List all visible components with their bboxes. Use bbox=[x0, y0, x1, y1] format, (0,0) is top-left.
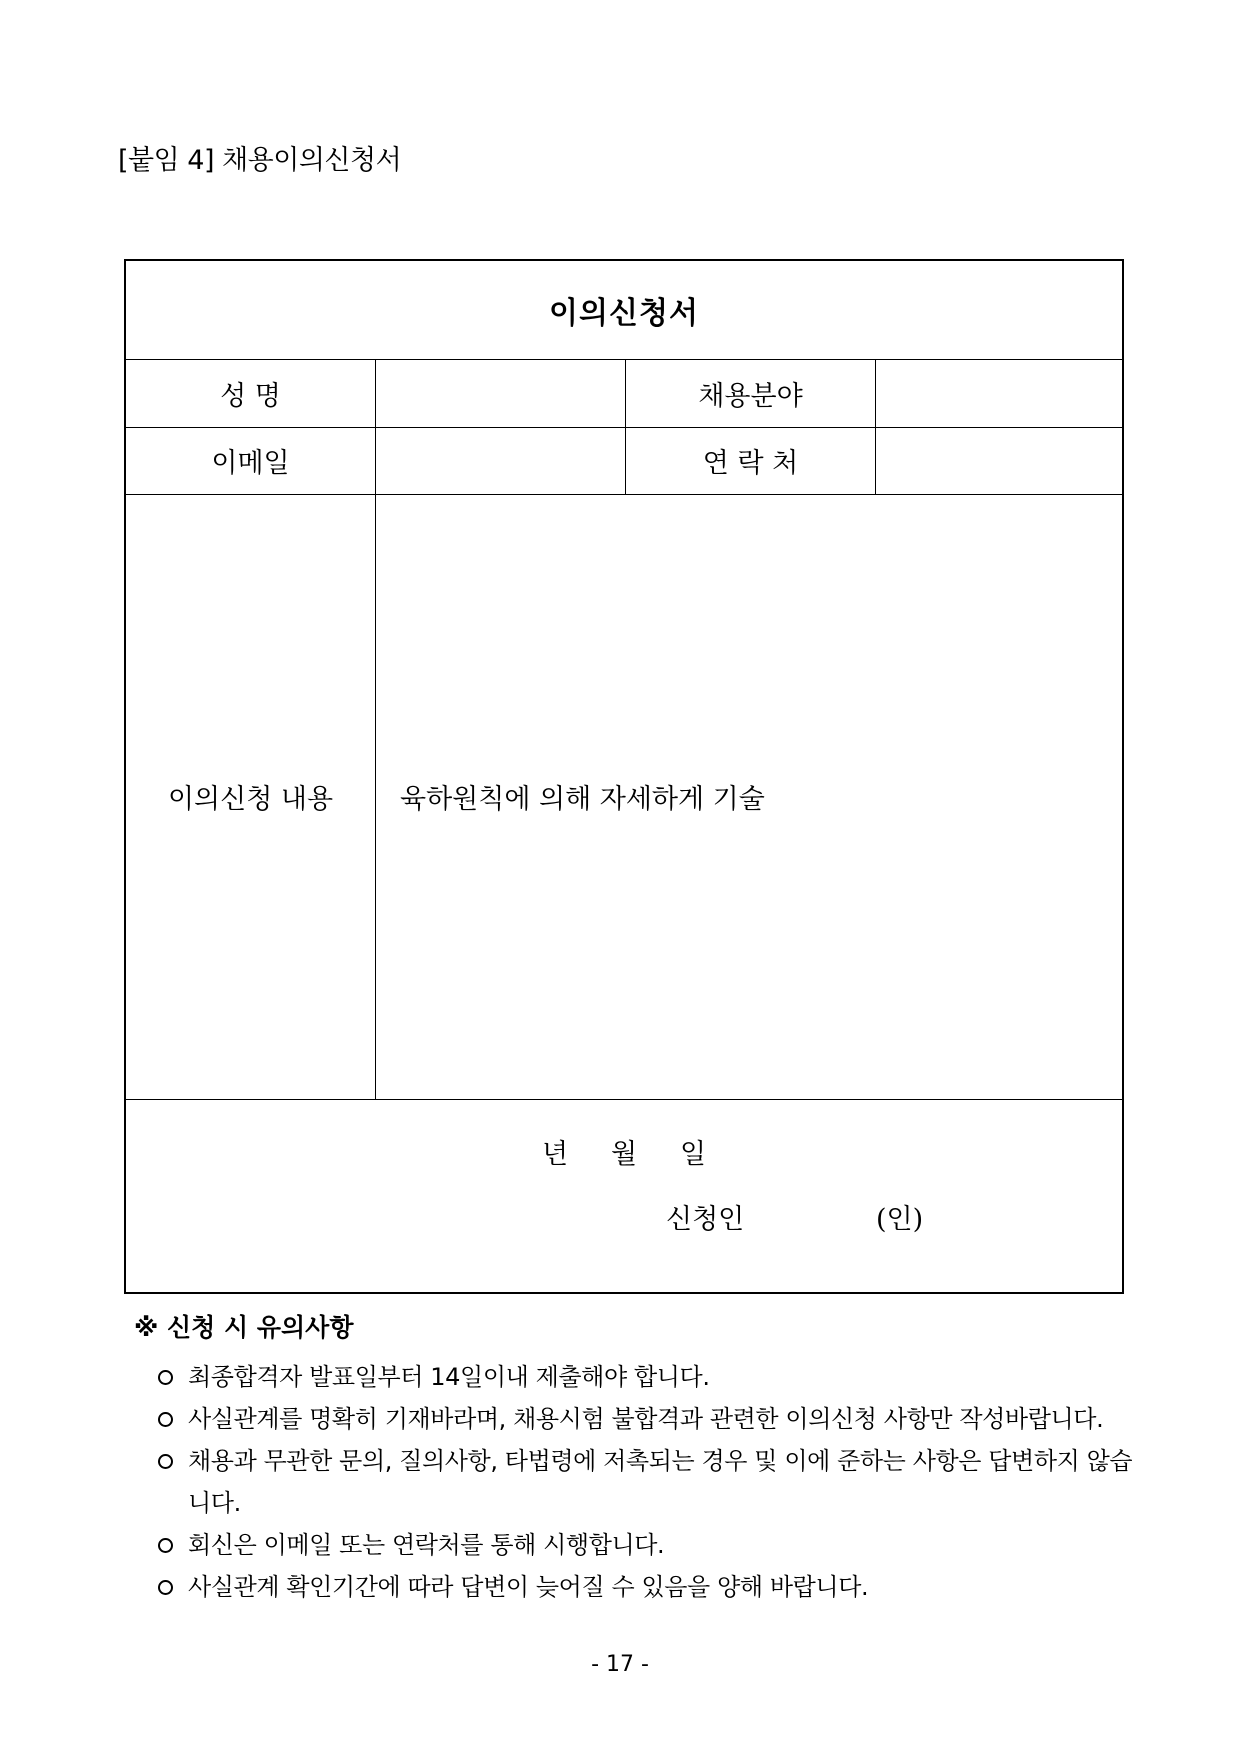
contact-field[interactable] bbox=[876, 427, 1122, 494]
date-line: 년 월 일 bbox=[541, 1138, 707, 1170]
circle-bullet-icon bbox=[158, 1454, 173, 1469]
content-guide-text: 육하원칙에 의해 자세하게 기술 bbox=[400, 784, 765, 815]
recruitment-field-input[interactable] bbox=[876, 359, 1122, 427]
content-field[interactable] bbox=[376, 494, 1122, 1099]
attachment-heading: [붙임 4] 채용이의신청서 bbox=[118, 145, 402, 176]
note-item bbox=[134, 1566, 1134, 1608]
note-text: 사실관계 확인기간에 따라 답변이 늦어질 수 있음을 양해 바랍니다. bbox=[188, 1573, 869, 1601]
email-field[interactable] bbox=[376, 427, 625, 494]
content-label: 이의신청 내용 bbox=[167, 784, 334, 815]
objection-form bbox=[124, 259, 1124, 1294]
form-divider bbox=[126, 1099, 1122, 1100]
notes-section bbox=[134, 1308, 1134, 1608]
circle-bullet-icon bbox=[158, 1370, 173, 1385]
note-item bbox=[134, 1398, 1134, 1440]
name-field[interactable] bbox=[376, 359, 625, 427]
note-text: 최종합격자 발표일부터 14일이내 제출해야 합니다. bbox=[188, 1363, 710, 1391]
note-text: 채용과 무관한 문의, 질의사항, 타법령에 저촉되는 경우 및 이에 준하는 사항은 답변하지 않습니다. bbox=[188, 1447, 1133, 1517]
applicant-label: 신청인 bbox=[666, 1203, 745, 1235]
notes-title: ※ 신청 시 유의사항 bbox=[134, 1313, 354, 1342]
page-number: - 17 - bbox=[591, 1652, 649, 1677]
note-text: 회신은 이메일 또는 연락처를 통해 시행합니다. bbox=[188, 1531, 665, 1559]
email-label: 이메일 bbox=[211, 448, 290, 479]
form-title: 이의신청서 bbox=[549, 296, 699, 331]
circle-bullet-icon bbox=[158, 1580, 173, 1595]
note-item bbox=[134, 1524, 1134, 1566]
contact-label: 연 락 처 bbox=[702, 448, 799, 479]
seal-label: (인) bbox=[876, 1203, 924, 1235]
recruitment-field-label: 채용분야 bbox=[698, 380, 803, 412]
note-item bbox=[134, 1356, 1134, 1398]
note-item bbox=[134, 1440, 1134, 1524]
circle-bullet-icon bbox=[158, 1412, 173, 1427]
name-label: 성 명 bbox=[220, 380, 281, 412]
circle-bullet-icon bbox=[158, 1538, 173, 1553]
note-text: 사실관계를 명확히 기재바라며, 채용시험 불합격과 관련한 이의신청 사항만 작성바랍니다. bbox=[188, 1405, 1104, 1433]
